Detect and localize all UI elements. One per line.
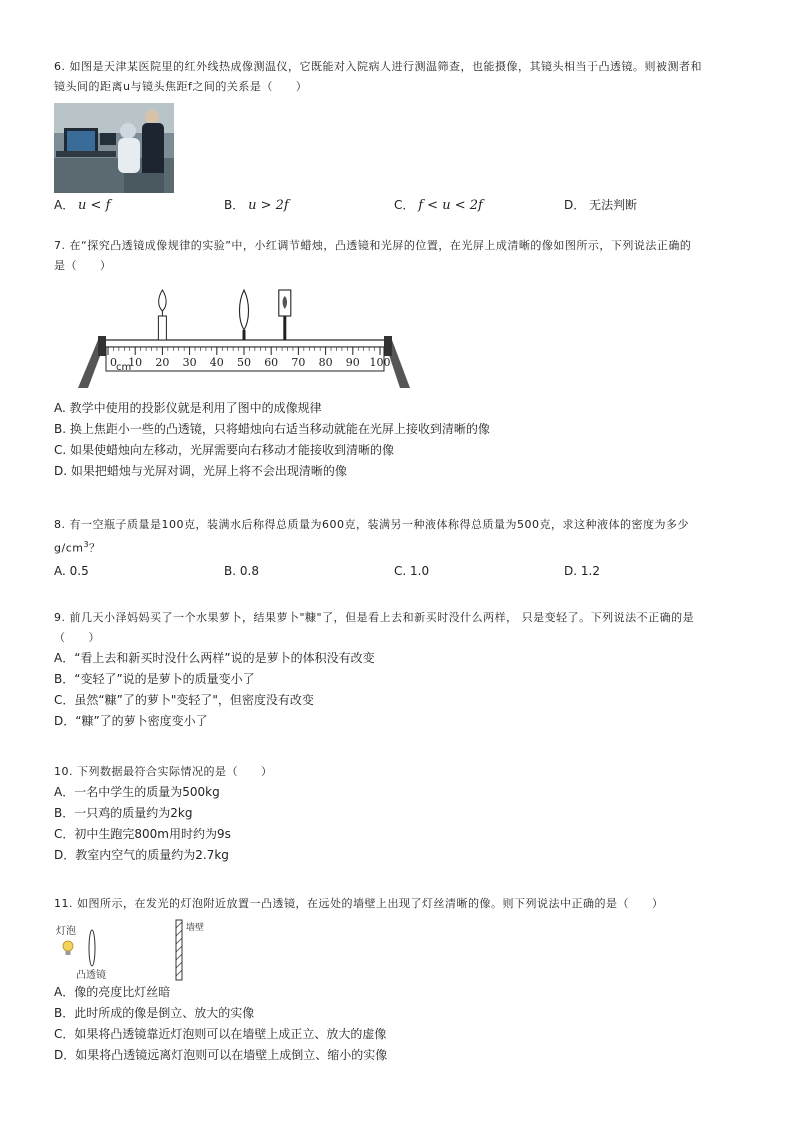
question-6-options: [54, 195, 744, 216]
option-letter: A．: [54, 651, 75, 665]
question-6-option-a[interactable]: [54, 195, 224, 216]
bench-rail: [102, 340, 388, 347]
question-8-number: 8.: [54, 518, 66, 531]
option-text: 换上焦距小一些的凸透镜，只将蜡烛向右适当移动就能在光屏上接收到清晰的像: [69, 422, 490, 436]
option-text: 虽然“糠”了的萝卜"变轻了"，但密度没有改变: [74, 693, 314, 707]
candle: [158, 290, 166, 340]
bench-tick-label: 50: [237, 356, 251, 369]
question-10-option-c[interactable]: [54, 824, 744, 845]
question-6-option-c[interactable]: [394, 195, 564, 216]
question-10-stem-line1: 下列数据最符合实际情况的是（ ）: [77, 765, 273, 778]
option-letter: C．: [54, 1027, 75, 1041]
optical-bench-diagram: [76, 282, 416, 392]
option-letter: D．: [54, 1048, 76, 1062]
option-letter: A.: [54, 563, 66, 578]
question-6-stem-line1: 如图是天津某医院里的红外线热成像测温仪，它既能对入院病人进行测温筛查，也能摄像，其镜头相当于凸透镜。则被测者和: [69, 60, 702, 73]
question-7-option-c[interactable]: [54, 440, 744, 461]
option-text: 如果将凸透镜靠近灯泡则可以在墙壁上成正立、放大的虚像: [74, 1027, 387, 1041]
convex-lens: [240, 290, 249, 340]
bench-tick-label: 100: [369, 356, 391, 369]
option-text: 教学中使用的投影仪就是利用了图中的成像规律: [69, 401, 322, 415]
option-letter: A.: [54, 401, 66, 415]
bench-tick-label: 60: [264, 356, 279, 369]
option-letter: C.: [54, 443, 67, 457]
lens-shape: [89, 930, 95, 966]
bulb-label: 灯泡: [56, 926, 76, 937]
question-11-options: [54, 982, 744, 1066]
bulb-lens-wall-diagram: [54, 918, 224, 982]
question-11-option-d[interactable]: [54, 1045, 744, 1066]
lens-shape: [240, 290, 249, 330]
question-11-option-b[interactable]: [54, 1003, 744, 1024]
candle-body: [158, 316, 166, 340]
question-9-option-d[interactable]: [54, 711, 744, 732]
question-7-options: [54, 398, 744, 482]
question-6-number: 6.: [54, 60, 66, 73]
wall: [176, 920, 182, 980]
question-7: [54, 236, 744, 482]
question-8: [54, 515, 744, 581]
lens-stand: [243, 330, 246, 340]
question-9-stem-line2: （ ）: [54, 631, 100, 644]
option-letter: D．: [54, 714, 76, 728]
bench-tick-label: 40: [209, 356, 224, 369]
question-7-option-d[interactable]: [54, 461, 744, 482]
question-10-option-a[interactable]: [54, 782, 744, 803]
option-text: u < f: [78, 198, 111, 213]
question-10-options: [54, 782, 744, 866]
option-letter: D.: [54, 464, 68, 478]
option-text: 一名中学生的质量为500kg: [74, 785, 220, 799]
candle-flame-icon: [159, 290, 167, 311]
question-11-option-a[interactable]: [54, 982, 744, 1003]
bench-tick-label: 20: [155, 356, 170, 369]
question-11-stem-line1: 如图所示，在发光的灯泡附近放置一凸透镜，在远处的墙壁上出现了灯丝清晰的像。则下列说法中正确的是（ ）: [77, 897, 664, 910]
option-text: “变轻了”说的是萝卜的质量变小了: [74, 672, 255, 686]
question-8-option-d[interactable]: [564, 561, 734, 581]
option-text: 0.8: [239, 563, 259, 578]
option-text: u > 2f: [248, 198, 289, 213]
option-text: “糠”了的萝卜密度变小了: [75, 714, 208, 728]
light-screen: [279, 290, 291, 340]
question-9: [54, 608, 744, 732]
option-text: 初中生跑完800m用时约为9s: [74, 827, 231, 841]
question-6-stem: [54, 57, 744, 97]
option-letter: B.: [224, 563, 237, 578]
option-letter: A．: [54, 198, 75, 212]
option-text: 无法判断: [589, 198, 638, 212]
question-6-option-b[interactable]: [224, 195, 394, 216]
option-letter: A．: [54, 785, 75, 799]
bench-tick-label: 80: [318, 356, 333, 369]
option-letter: B．: [54, 1006, 75, 1020]
question-8-stem-unit: g/cm: [54, 541, 84, 555]
question-7-number: 7.: [54, 239, 66, 252]
option-text: 1.2: [580, 563, 600, 578]
thermal-camera-photo-svg: [54, 103, 174, 193]
thermal-camera-photo: [54, 103, 174, 193]
screen-stand: [283, 316, 286, 340]
question-7-option-a[interactable]: [54, 398, 744, 419]
bench-right-end: [384, 336, 392, 356]
question-8-stem: [54, 515, 744, 559]
option-text: 一只鸡的质量约为2kg: [74, 806, 193, 820]
question-10-number: 10.: [54, 765, 73, 778]
question-7-option-b[interactable]: [54, 419, 744, 440]
bulb-icon: [63, 941, 73, 955]
bench-tick-label: 30: [182, 356, 197, 369]
question-11-number: 11.: [54, 897, 73, 910]
option-letter: B.: [54, 422, 67, 436]
option-letter: D.: [564, 563, 578, 578]
option-text: 0.5: [69, 563, 89, 578]
option-letter: C．: [54, 693, 75, 707]
question-11-stem: [54, 894, 744, 914]
question-7-stem-line1: 在“探究凸透镜成像规律的实验”中，小红调节蜡烛，凸透镜和光屏的位置，在光屏上成清晰的像如图所示，下列说法正确的: [69, 239, 692, 252]
option-text: 如果使蜡烛向左移动，光屏需要向右移动才能接收到清晰的像: [70, 443, 395, 457]
question-10-option-d[interactable]: [54, 845, 744, 866]
option-letter: B．: [54, 672, 75, 686]
question-8-stem-end: ？: [89, 541, 101, 555]
question-11: [54, 894, 744, 1066]
question-6-option-d[interactable]: [564, 195, 734, 216]
option-letter: C．: [54, 827, 75, 841]
question-10-option-b[interactable]: [54, 803, 744, 824]
option-letter: B．: [224, 198, 245, 212]
option-text: 如果把蜡烛与光屏对调，光屏上将不会出现清晰的像: [70, 464, 347, 478]
question-6-stem-line2: 镜头间的距离u与镜头焦距f之间的关系是（ ）: [54, 80, 308, 93]
question-8-stem-line1: 有一空瓶子质量是100克，装满水后称得总质量为600克，装满另一种液体称得总质量为500克，求这种液体的密度为多少: [69, 518, 689, 531]
question-8-option-c[interactable]: [394, 561, 564, 581]
option-text: 像的亮度比灯丝暗: [74, 985, 171, 999]
question-10: [54, 762, 744, 866]
question-8-option-b[interactable]: [224, 561, 394, 581]
option-letter: D．: [564, 198, 586, 212]
question-9-option-b[interactable]: [54, 669, 744, 690]
option-text: f < u < 2f: [418, 198, 483, 213]
question-7-stem-line2: 是（ ）: [54, 259, 112, 272]
option-text: 1.0: [410, 563, 430, 578]
bench-tick-label: 90: [345, 356, 360, 369]
question-9-number: 9.: [54, 611, 66, 624]
question-9-stem-line1: 前几天小泽妈妈买了一个水果萝卜，结果萝卜"糠"了，但是看上去和新买时没什么两样， 只是变轻了。下列说法不正确的是: [69, 611, 695, 624]
lens-label: 凸透镜: [76, 970, 106, 981]
option-letter: C．: [394, 198, 415, 212]
question-8-option-a[interactable]: [54, 561, 224, 581]
option-text: “看上去和新买时没什么两样”说的是萝卜的体积没有改变: [74, 651, 375, 665]
bench-unit-label: cm: [116, 362, 132, 373]
question-9-option-c[interactable]: [54, 690, 744, 711]
option-letter: D．: [54, 848, 76, 862]
option-text: 教室内空气的质量约为2.7kg: [75, 848, 229, 862]
question-6: [54, 57, 744, 216]
question-9-option-a[interactable]: [54, 648, 744, 669]
bench-tick-label: 70: [291, 356, 306, 369]
question-8-options: [54, 561, 744, 581]
bench-tick-label: 0: [110, 356, 117, 369]
question-8-stem-exponent: 3: [83, 540, 90, 549]
option-text: 如果将凸透镜远离灯泡则可以在墙壁上成倒立、缩小的实像: [75, 1048, 388, 1062]
option-text: 此时所成的像是倒立、放大的实像: [74, 1006, 255, 1020]
question-9-stem: [54, 608, 744, 648]
question-11-option-c[interactable]: [54, 1024, 744, 1045]
question-7-stem: [54, 236, 744, 276]
wall-label: 墙壁: [186, 923, 205, 933]
question-9-options: [54, 648, 744, 732]
bench-left-end: [98, 336, 106, 356]
question-10-stem: [54, 762, 744, 782]
option-letter: B．: [54, 806, 75, 820]
option-letter: C.: [394, 563, 407, 578]
option-letter: A．: [54, 985, 75, 999]
bench-tick-label: 10: [128, 356, 143, 369]
